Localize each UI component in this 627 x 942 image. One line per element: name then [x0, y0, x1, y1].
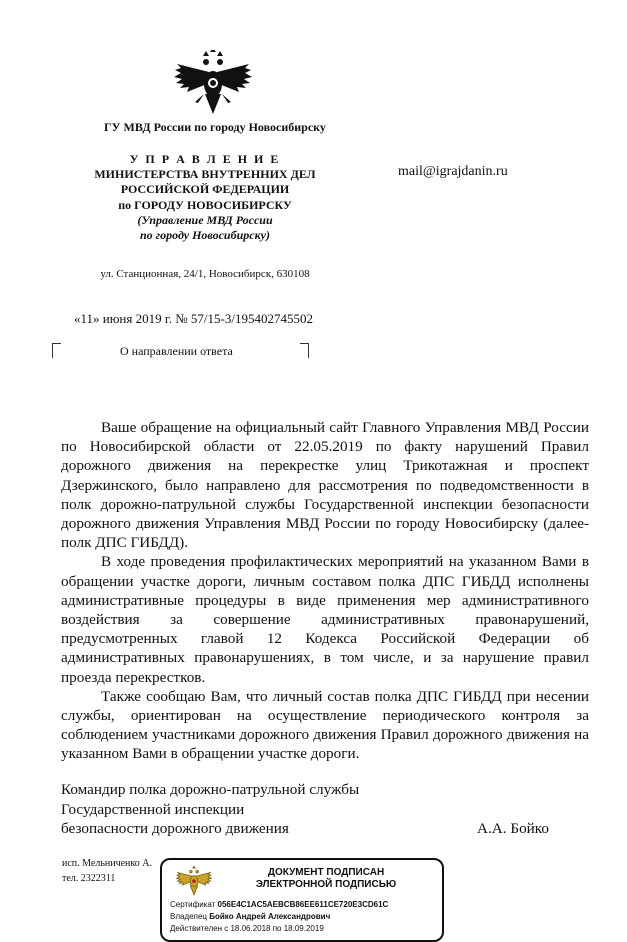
recipient-email: mail@igrajdanin.ru: [398, 164, 508, 179]
letter-body: [61, 418, 589, 764]
subject-corner-right: [300, 343, 309, 358]
stamp-validity: Действителен с 18.06.2018 по 18.09.2019: [170, 924, 324, 933]
executor-info: [62, 856, 152, 886]
emblem-icon: [176, 866, 212, 898]
signatory-name: А.А. Бойко: [477, 820, 549, 837]
signature-title-line-2: Государственной инспекции: [61, 800, 245, 818]
stamp-title-line-2: ЭЛЕКТРОННОЙ ПОДПИСЬЮ: [255, 879, 397, 890]
body-paragraph-1: Ваше обращение на официальный сайт Главного Управления МВД России по Новосибирской области от 22.05.2019 по факту нарушений Правил дорожного движения на перекрестке улиц Трикотажная и проспект Дзержинского, было направлено для рассмотрения по подведомственности в полк дорожно-патрульной службы Государственной инспекции безопасности дорожного движения Управления МВД России по городу Новосибирску (далее-полк ДПС ГИБДД).: [61, 419, 589, 552]
letterhead-line-6: по городу Новосибирску): [140, 228, 270, 243]
body-paragraph-2: В ходе проведения профилактических мероприятий на указанном Вами в обращении участке дороги, личным составом полка ДПС ГИБДД исполнены административные процедуры в виде применения мер административного воздействия за совершение административных правонарушений, предусмотренных главой 12 Кодекса Российской Федерации об административных правонарушениях, в том числе, и за нарушение правил проезда перекрестков.: [61, 553, 589, 686]
letterhead-line-2: МИНИСТЕРСТВА ВНУТРЕННИХ ДЕЛ: [94, 167, 316, 182]
certificate-value: 056E4C1AC5AEBCB86EE611CE720E3CD61C: [217, 900, 389, 909]
signature-block: [61, 780, 589, 839]
letterhead-line-4: по ГОРОДУ НОВОСИБИРСКУ: [118, 197, 292, 212]
double-headed-eagle-emblem-icon: [173, 50, 253, 120]
executor-name: исп. Мельниченко А.: [62, 858, 152, 869]
stamp-certificate: [170, 900, 388, 909]
letterhead-line-5: (Управление МВД России: [137, 212, 273, 227]
date-and-number: «11» июня 2019 г. № 57/15-3/195402745502: [74, 311, 313, 326]
letterhead: [70, 152, 340, 243]
electronic-signature-stamp: [160, 858, 444, 942]
body-paragraph-3: Также сообщаю Вам, что личный состав полка ДПС ГИБДД при несении службы, ориентирован на осуществление периодического контроля за соблюдением участниками дорожного движения Правил дорожного движения на указанном Вами в обращении участке дороги.: [61, 687, 589, 763]
organization-name: ГУ МВД России по городу Новосибирску: [104, 120, 326, 134]
signature-title-line-1: Командир полка дорожно-патрульной службы: [61, 781, 360, 798]
letterhead-line-1: У П Р А В Л Е Н И Е: [129, 152, 281, 166]
subject-line: О направлении ответа: [120, 344, 233, 358]
executor-phone: тел. 2322311: [62, 873, 116, 884]
stamp-owner: [170, 912, 330, 921]
letterhead-address: ул. Станционная, 24/1, Новосибирск, 630108: [100, 268, 310, 280]
stamp-title-line-1: ДОКУМЕНТ ПОДПИСАН: [267, 867, 385, 878]
owner-label: Владелец: [170, 912, 208, 921]
stamp-title: [220, 867, 432, 891]
certificate-label: Сертификат: [170, 900, 216, 909]
signature-title-line-3: безопасности дорожного движения: [61, 820, 289, 837]
subject-corner-left: [52, 343, 61, 358]
owner-value: Бойко Андрей Александрович: [209, 912, 331, 921]
letterhead-line-3: РОССИЙСКОЙ ФЕДЕРАЦИИ: [120, 182, 290, 197]
